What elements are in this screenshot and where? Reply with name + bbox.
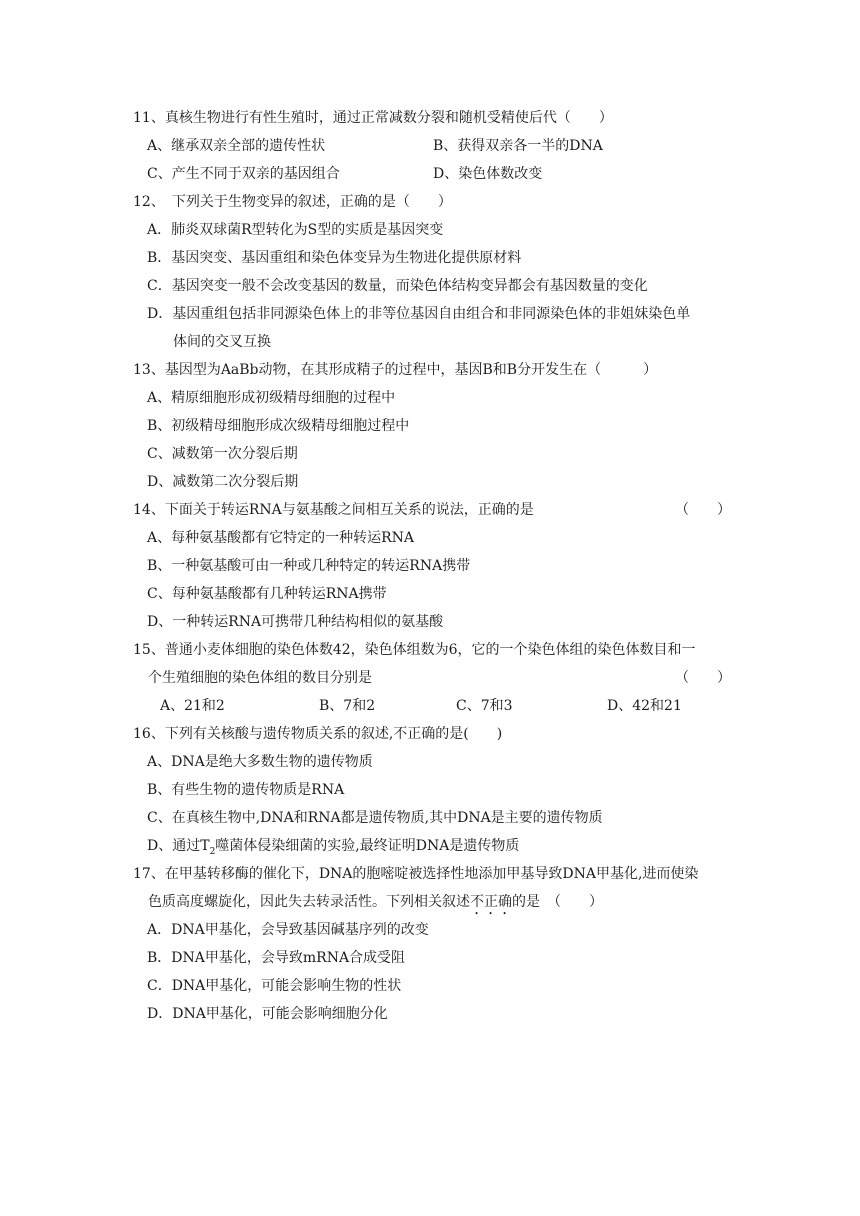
answer-paren: （ ）: [675, 502, 731, 518]
option-c: C．DNA甲基化，可能会影响生物的性状: [147, 978, 402, 994]
option-b: B、一种氨基酸可由一种或几种特定的转运RNA携带: [147, 558, 471, 574]
option-c: C．基因突变一般不会改变基因的数量，而染色体结构变异都会有基因数量的变化: [147, 278, 648, 294]
question-stem: 17、在甲基转移酶的催化下，DNA的胞嘧啶被选择性地添加甲基导致DNA甲基化,进而使染: [133, 866, 699, 882]
option-row: [133, 132, 743, 160]
option-b: B．DNA甲基化，会导致mRNA合成受阻: [147, 950, 406, 966]
option-d: D、减数第二次分裂后期: [147, 474, 299, 490]
question-stem-continued: 个生殖细胞的染色体组的数目分别是: [148, 670, 372, 686]
question-list: [133, 104, 743, 1028]
option-c: C、在真核生物中,DNA和RNA都是遗传物质,其中DNA是主要的遗传物质: [147, 810, 603, 826]
option-c: C、每种氨基酸都有几种转运RNA携带: [147, 586, 387, 602]
option-b: B、初级精母细胞形成次级精母细胞过程中: [147, 418, 410, 434]
option-a: A、21和2: [160, 698, 225, 714]
option-a: A、DNA是绝大多数生物的遗传物质: [147, 754, 373, 770]
option-d-prefix: D、通过T: [147, 838, 210, 854]
question-stem-line: [133, 497, 743, 524]
option-c: C、7和3: [456, 698, 513, 714]
question-14: [133, 497, 743, 636]
subscript: 2: [209, 846, 216, 857]
option-d: [133, 832, 743, 860]
option-b: B、7和2: [319, 698, 376, 714]
question-12: [133, 189, 743, 356]
answer-paren: （ ）: [675, 670, 731, 686]
option-row: [133, 692, 743, 720]
emphasis-text: 不正确: [470, 894, 512, 910]
question-stem: 15、普通小麦体细胞的染色体数42，染色体组数为6，它的一个染色体组的染色体数目和一: [133, 642, 696, 658]
option-d: D．DNA甲基化，可能会影响细胞分化: [147, 1006, 388, 1022]
question-stem: 14、下面关于转运RNA与氨基酸之间相互关系的说法，正确的是: [133, 502, 534, 518]
stem-text-end: 的是 （ ）: [512, 894, 603, 910]
option-d-text: 噬菌体侵染细菌的实验,最终证明DNA是遗传物质: [215, 838, 520, 854]
option-b: B、有些生物的遗传物质是RNA: [147, 782, 345, 798]
option-b: B．基因突变、基因重组和染色体变异为生物进化提供原材料: [147, 250, 522, 266]
question-15: [133, 637, 743, 720]
question-11: [133, 105, 743, 188]
option-d: D、染色体数改变: [433, 166, 543, 182]
question-stem: 16、下列有关核酸与遗传物质关系的叙述,不正确的是( ): [133, 726, 503, 742]
stem-text: 色质高度螺旋化，因此失去转录活性。下列相关叙述: [148, 894, 470, 910]
option-a: A、每种氨基酸都有它特定的一种转运RNA: [147, 530, 415, 546]
question-stem-continued: [133, 889, 743, 916]
option-b: B、获得双亲各一半的DNA: [433, 138, 603, 154]
option-a: A、继承双亲全部的遗传性状: [147, 138, 326, 154]
option-row: [133, 160, 743, 188]
question-17: [133, 861, 743, 1028]
option-d: D．基因重组包括非同源染色体上的非等位基因自由组合和非同源染色体的非姐妹染色单: [147, 306, 691, 322]
question-13: [133, 357, 743, 496]
question-stem: 11、真核生物进行有性生殖时，通过正常减数分裂和随机受精使后代（ ）: [133, 110, 613, 126]
question-stem-line: [133, 665, 743, 692]
option-a: A．肺炎双球菌R型转化为S型的实质是基因突变: [147, 222, 444, 238]
question-16: [133, 721, 743, 860]
option-a: A、精原细胞形成初级精母细胞的过程中: [147, 390, 396, 406]
option-c: C、产生不同于双亲的基因组合: [147, 166, 340, 182]
option-d: D、一种转运RNA可携带几种结构相似的氨基酸: [147, 614, 444, 630]
option-c: C、减数第一次分裂后期: [147, 446, 298, 462]
question-stem: 12、 下列关于生物变异的叙述，正确的是（ ）: [133, 194, 452, 210]
option-d-continued: 体间的交叉互换: [173, 334, 271, 350]
question-stem: 13、基因型为AaBb动物，在其形成精子的过程中，基因B和B分开发生在（ ）: [133, 362, 658, 378]
option-d: D、42和21: [607, 698, 682, 714]
option-a: A．DNA甲基化，会导致基因碱基序列的改变: [147, 922, 429, 938]
